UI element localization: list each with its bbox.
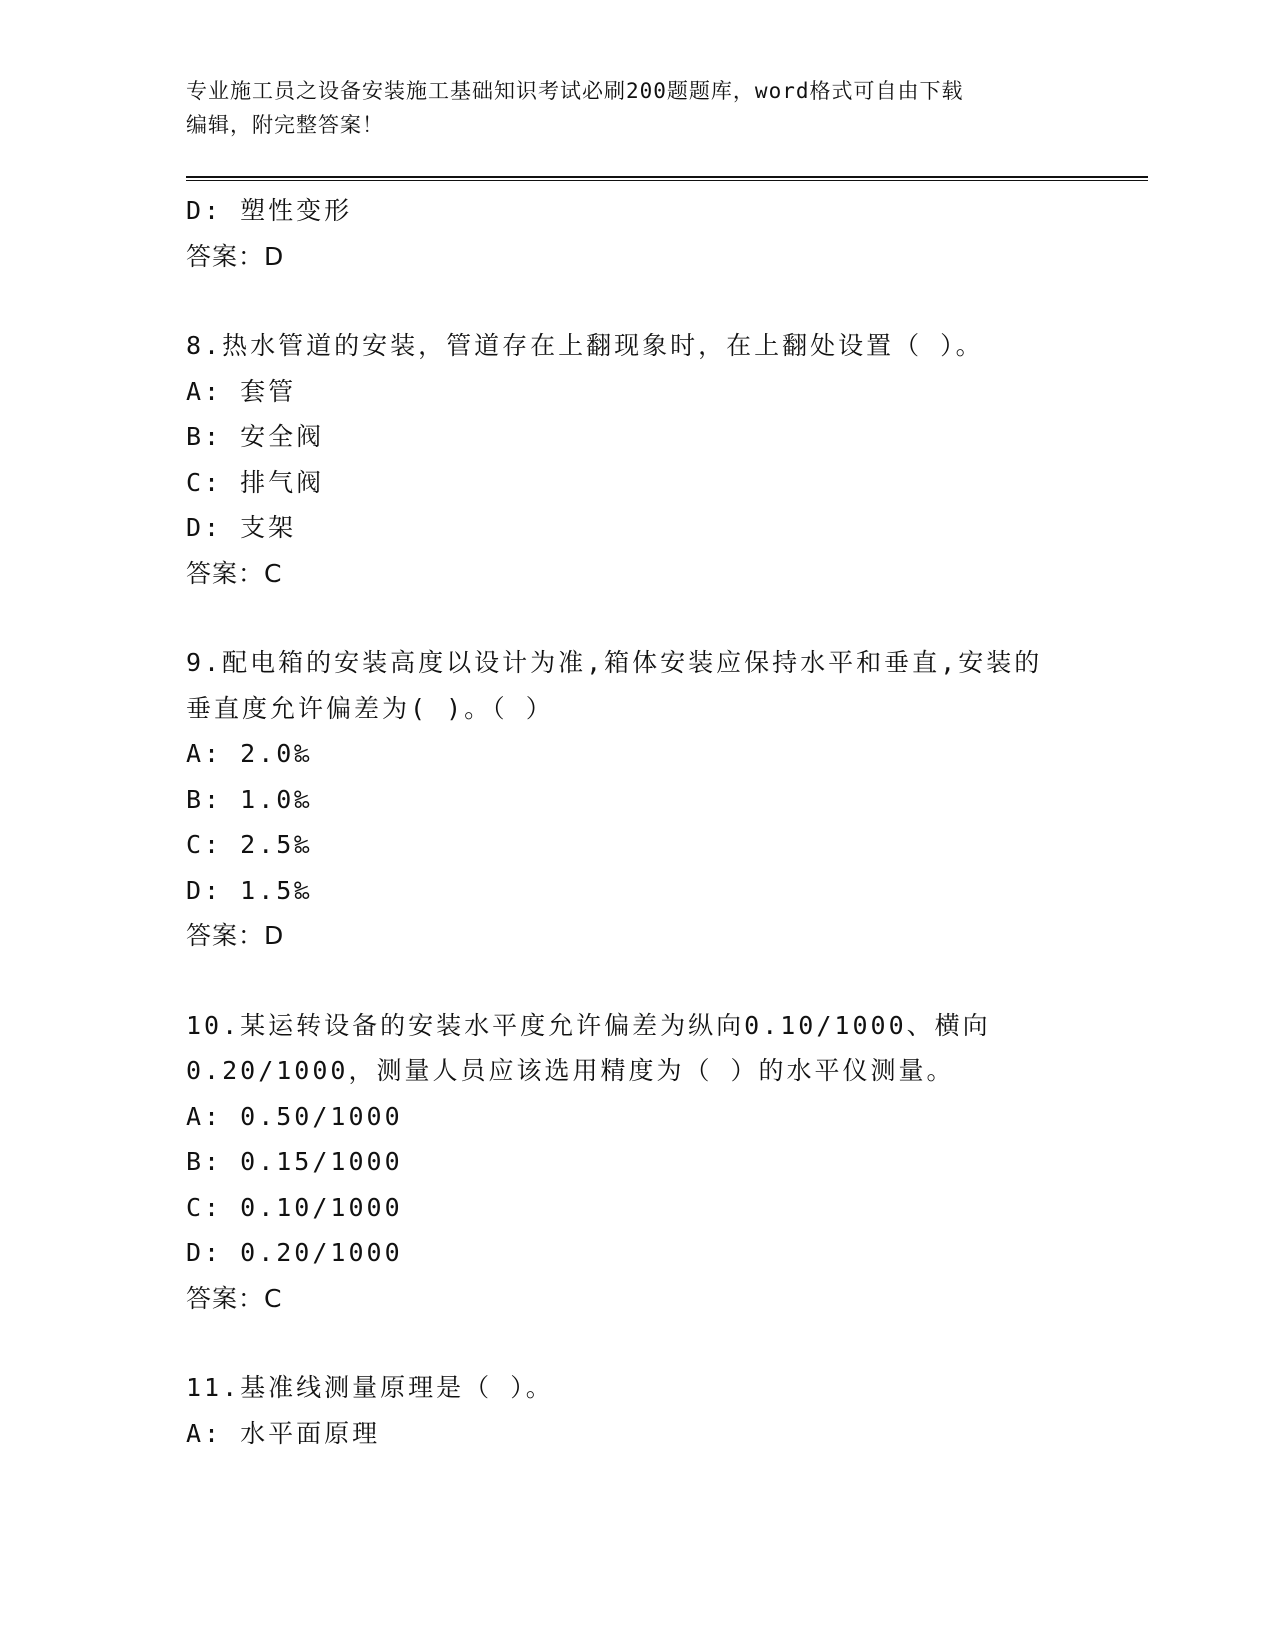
q10-answer: 答案：C <box>186 1283 283 1313</box>
q10-stem-line1: 10.某运转设备的安装水平度允许偏差为纵向0.10/1000、横向 <box>186 1010 991 1040</box>
q8-option-d: D: 支架 <box>186 513 297 542</box>
header-title-line2: 编辑，附完整答案！ <box>186 113 384 137</box>
q8-stem: 8.热水管道的安装，管道存在上翻现象时，在上翻处设置（ ）。 <box>186 331 984 360</box>
q10-stem-line2: 0.20/1000，测量人员应该选用精度为（ ）的水平仪测量。 <box>186 1056 955 1085</box>
q9-stem-line2: 垂直度允许偏差为( )。（ ） <box>186 693 554 723</box>
q9-option-c: C: 2.5‰ <box>186 830 313 859</box>
document-header <box>186 74 1086 142</box>
q9-stem-line1: 9.配电箱的安装高度以设计为准,箱体安装应保持水平和垂直,安装的 <box>186 648 1043 677</box>
q10-option-c: C: 0.10/1000 <box>186 1192 403 1222</box>
q10-option-d: D: 0.20/1000 <box>186 1238 403 1267</box>
prev-answer: 答案：D <box>186 241 285 271</box>
q8-answer: 答案：C <box>186 558 283 588</box>
header-divider <box>186 176 1148 181</box>
prev-option-d: D: 塑性变形 <box>186 196 353 225</box>
question-list <box>186 188 1086 1456</box>
q11-option-a: A: 水平面原理 <box>186 1418 381 1448</box>
q10-option-a: A: 0.50/1000 <box>186 1101 403 1131</box>
q9-option-d: D: 1.5‰ <box>186 875 313 905</box>
q10-option-b: B: 0.15/1000 <box>186 1147 403 1176</box>
q9-option-a: A: 2.0‰ <box>186 739 313 768</box>
q11-stem: 11.基准线测量原理是（ ）。 <box>186 1373 554 1402</box>
q8-option-a: A: 套管 <box>186 376 297 406</box>
q8-option-b: B: 安全阀 <box>186 422 325 451</box>
q8-option-c: C: 排气阀 <box>186 467 325 497</box>
header-title-line1: 专业施工员之设备安装施工基础知识考试必刷200题题库，word格式可自由下载 <box>186 79 964 103</box>
q9-answer: 答案：D <box>186 921 285 950</box>
q9-option-b: B: 1.0‰ <box>186 784 313 814</box>
